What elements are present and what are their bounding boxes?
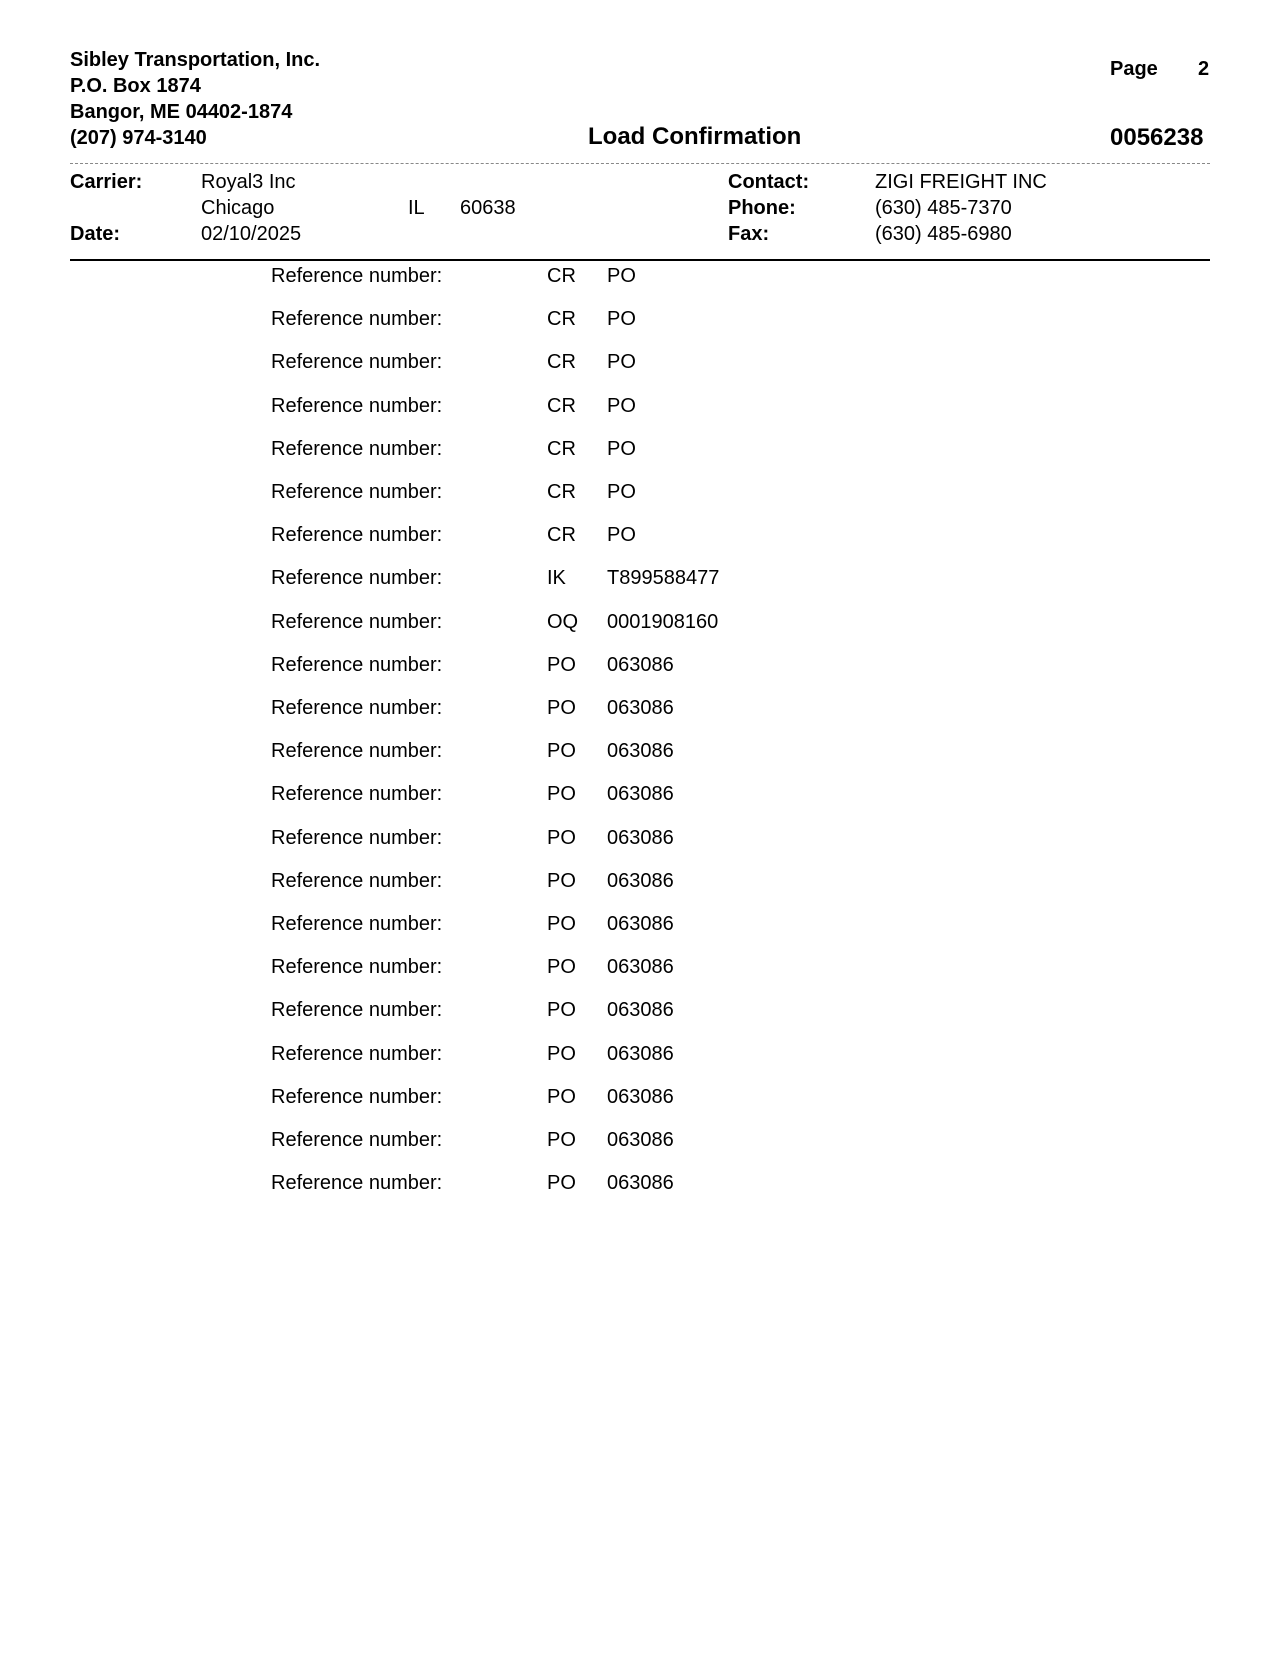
- reference-label: Reference number:: [271, 956, 443, 979]
- reference-value: PO: [607, 481, 636, 503]
- reference-label: Reference number:: [271, 308, 443, 331]
- reference-label: Reference number:: [271, 783, 443, 806]
- reference-value: 063086: [607, 999, 674, 1022]
- reference-value: PO: [607, 524, 636, 547]
- reference-value: PO: [607, 351, 636, 374]
- reference-row: [0, 870, 1283, 894]
- contact-label: Contact:: [728, 171, 810, 193]
- reference-label: Reference number:: [271, 524, 443, 547]
- reference-row: [0, 1172, 1283, 1196]
- reference-row: [0, 524, 1283, 548]
- reference-label: Reference number:: [271, 697, 443, 719]
- reference-row: [0, 481, 1283, 505]
- reference-code: CR: [547, 481, 576, 503]
- reference-value: 0001908160: [607, 610, 719, 633]
- reference-row: [0, 1043, 1283, 1067]
- reference-label: Reference number:: [271, 913, 443, 935]
- reference-code: CR: [547, 265, 576, 287]
- phone-label: Phone:: [728, 197, 796, 219]
- reference-code: PO: [547, 653, 576, 676]
- document-number: 0056238: [1110, 124, 1204, 151]
- reference-code: IK: [547, 567, 566, 590]
- fax-value: (630) 485-6980: [875, 223, 1012, 245]
- reference-row: [0, 351, 1283, 375]
- date-label: Date:: [70, 223, 121, 245]
- page-label: Page: [1110, 58, 1158, 80]
- reference-row: [0, 913, 1283, 937]
- reference-row: [0, 265, 1283, 289]
- reference-value: 063086: [607, 740, 674, 763]
- page-number: 2: [1198, 58, 1210, 80]
- reference-row: [0, 308, 1283, 332]
- reference-code: CR: [547, 351, 576, 374]
- reference-code: PO: [547, 740, 576, 763]
- reference-label: Reference number:: [271, 481, 443, 503]
- header-divider-dotted: [70, 163, 1210, 164]
- reference-code: PO: [547, 913, 576, 935]
- reference-row: [0, 783, 1283, 807]
- reference-row: [0, 956, 1283, 980]
- reference-code: CR: [547, 308, 576, 331]
- reference-label: Reference number:: [271, 999, 443, 1022]
- reference-row: [0, 1086, 1283, 1110]
- reference-row: [0, 697, 1283, 721]
- reference-row: [0, 1129, 1283, 1153]
- reference-value: 063086: [607, 869, 674, 892]
- reference-code: PO: [547, 999, 576, 1022]
- reference-value: PO: [607, 265, 636, 287]
- reference-label: Reference number:: [271, 1129, 443, 1151]
- carrier-city: Chicago: [201, 197, 275, 219]
- reference-code: PO: [547, 1085, 576, 1108]
- document-title: Load Confirmation: [588, 123, 802, 150]
- reference-value: 063086: [607, 1172, 674, 1195]
- reference-row: [0, 654, 1283, 678]
- reference-value: PO: [607, 308, 636, 331]
- reference-label: Reference number:: [271, 1172, 443, 1195]
- company-phone: (207) 974-3140: [70, 127, 207, 149]
- reference-value: 063086: [607, 913, 674, 935]
- carrier-state: IL: [408, 197, 425, 219]
- reference-value: PO: [607, 394, 636, 417]
- reference-row: [0, 740, 1283, 764]
- reference-label: Reference number:: [271, 351, 443, 374]
- reference-label: Reference number:: [271, 610, 443, 633]
- header-divider-solid: [70, 259, 1210, 261]
- reference-label: Reference number:: [271, 567, 443, 590]
- reference-value: 063086: [607, 1129, 674, 1151]
- reference-row: [0, 438, 1283, 462]
- reference-label: Reference number:: [271, 826, 443, 849]
- reference-row: [0, 395, 1283, 419]
- reference-value: PO: [607, 437, 636, 460]
- reference-code: PO: [547, 1172, 576, 1195]
- date-value: 02/10/2025: [201, 223, 302, 245]
- reference-code: PO: [547, 697, 576, 719]
- reference-value: 063086: [607, 1085, 674, 1108]
- carrier-label: Carrier:: [70, 171, 143, 193]
- reference-value: 063086: [607, 826, 674, 849]
- reference-code: CR: [547, 394, 576, 417]
- reference-row: [0, 611, 1283, 635]
- reference-value: 063086: [607, 956, 674, 979]
- reference-code: CR: [547, 437, 576, 460]
- fax-label: Fax:: [728, 223, 770, 245]
- reference-value: 063086: [607, 653, 674, 676]
- reference-code: OQ: [547, 610, 579, 633]
- company-address-line1: P.O. Box 1874: [70, 75, 201, 97]
- carrier-name: Royal3 Inc: [201, 171, 296, 193]
- reference-code: PO: [547, 869, 576, 892]
- reference-row: [0, 827, 1283, 851]
- company-name: Sibley Transportation, Inc.: [70, 49, 321, 71]
- reference-label: Reference number:: [271, 1042, 443, 1065]
- reference-row: [0, 999, 1283, 1023]
- reference-label: Reference number:: [271, 437, 443, 460]
- reference-value: T899588477: [607, 567, 720, 590]
- reference-value: 063086: [607, 697, 674, 719]
- company-address-line2: Bangor, ME 04402-1874: [70, 101, 293, 123]
- reference-label: Reference number:: [271, 394, 443, 417]
- reference-label: Reference number:: [271, 1085, 443, 1108]
- reference-label: Reference number:: [271, 869, 443, 892]
- carrier-zip: 60638: [460, 197, 516, 219]
- phone-value: (630) 485-7370: [875, 197, 1012, 219]
- reference-code: PO: [547, 956, 576, 979]
- reference-label: Reference number:: [271, 740, 443, 763]
- reference-value: 063086: [607, 1042, 674, 1065]
- reference-label: Reference number:: [271, 653, 443, 676]
- reference-code: PO: [547, 826, 576, 849]
- reference-value: 063086: [607, 783, 674, 806]
- reference-label: Reference number:: [271, 265, 443, 287]
- reference-code: PO: [547, 1129, 576, 1151]
- reference-code: PO: [547, 783, 576, 806]
- reference-code: CR: [547, 524, 576, 547]
- reference-code: PO: [547, 1042, 576, 1065]
- reference-row: [0, 567, 1283, 591]
- contact-value: ZIGI FREIGHT INC: [875, 171, 1047, 193]
